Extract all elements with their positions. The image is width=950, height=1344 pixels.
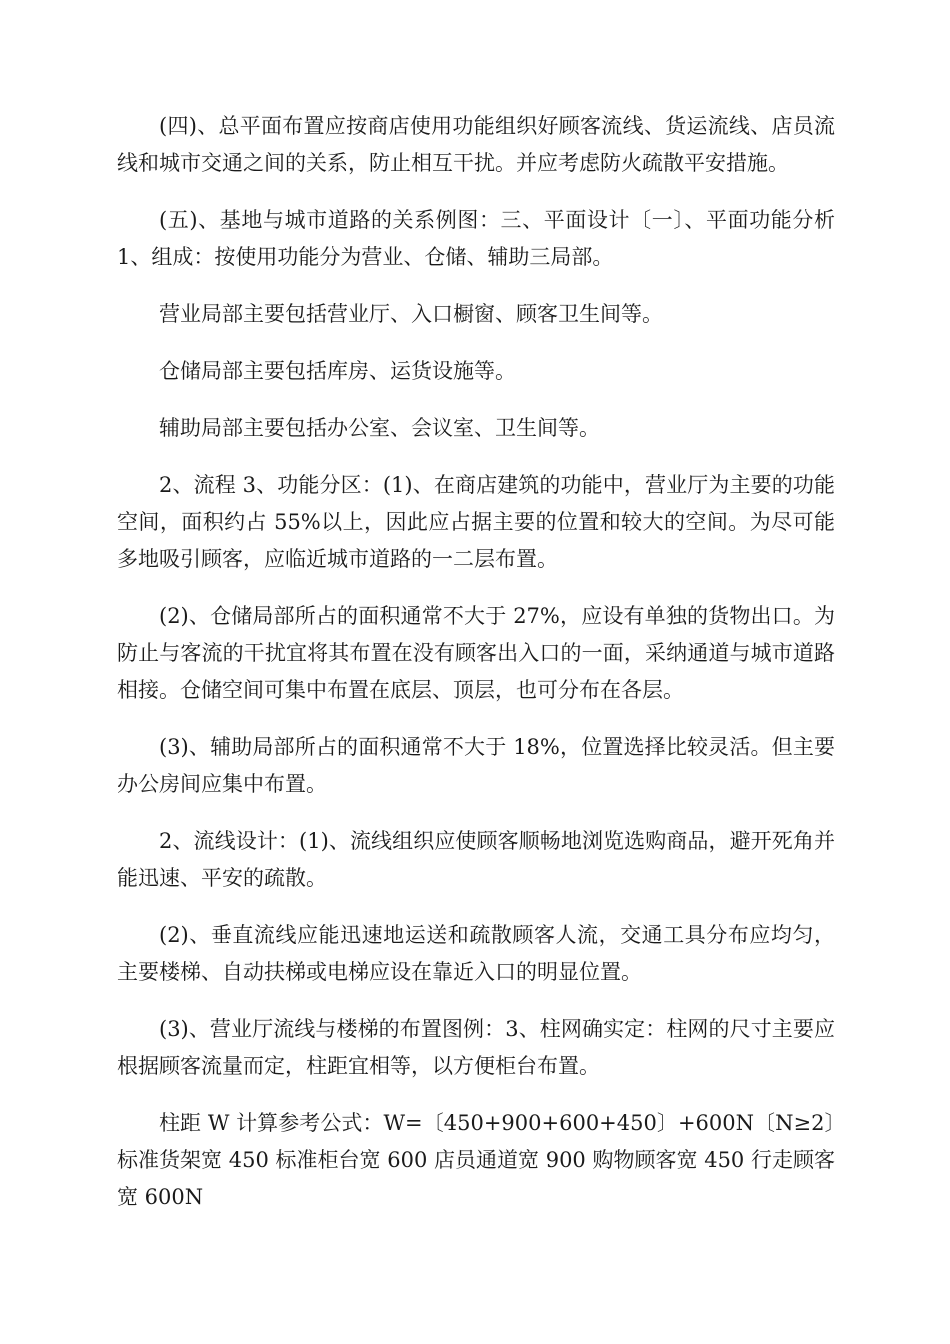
paragraph-business-area: 营业局部主要包括营业厅、入口橱窗、顾客卫生间等。 [159, 302, 663, 326]
paragraph-site-road-relation: (五)、基地与城市道路的关系例图：三、平面设计〔一〕、平面功能分析 1、组成：按使用功能分为营业、仓储、辅助三局部。 [117, 208, 835, 269]
paragraph-auxiliary-ratio: (3)、辅助局部所占的面积通常不大于 18%，位置选择比较灵活。但主要办公房间应集中布置。 [117, 735, 835, 796]
paragraph-site-layout: (四)、总平面布置应按商店使用功能组织好顾客流线、货运流线、店员流线和城市交通之间的关系，防止相互干扰。并应考虑防火疏散平安措施。 [117, 114, 835, 175]
paragraph-vertical-circulation: (2)、垂直流线应能迅速地运送和疏散顾客人流，交通工具分布应均匀，主要楼梯、自动扶梯或电梯应设在靠近入口的明显位置。 [117, 923, 835, 984]
paragraph-storage-area: 仓储局部主要包括库房、运货设施等。 [159, 359, 516, 383]
paragraph-functional-zoning: 2、流程 3、功能分区：(1)、在商店建筑的功能中，营业厅为主要的功能空间，面积约占 55%以上，因此应占据主要的位置和较大的空间。为尽可能多地吸引顾客，应临近城市道路的一二层布置。 [117, 473, 835, 571]
paragraph-column-formula: 柱距 W 计算参考公式：W=〔450+900+600+450〕+600N〔N≥2〕标准货架宽 450 标准柜台宽 600 店员通道宽 900 购物顾客宽 450 行走顾客宽 600N [117, 1111, 835, 1209]
document-body [117, 108, 835, 1236]
paragraph-circulation-design: 2、流线设计：(1)、流线组织应使顾客顺畅地浏览选购商品，避开死角并能迅速、平安的疏散。 [117, 829, 835, 890]
paragraph-auxiliary-area: 辅助局部主要包括办公室、会议室、卫生间等。 [159, 416, 600, 440]
paragraph-column-grid: (3)、营业厅流线与楼梯的布置图例：3、柱网确实定：柱网的尺寸主要应根据顾客流量而定，柱距宜相等，以方便柜台布置。 [117, 1017, 835, 1078]
paragraph-storage-ratio: (2)、仓储局部所占的面积通常不大于 27%，应设有单独的货物出口。为防止与客流的干扰宜将其布置在没有顾客出入口的一面，采纳通道与城市道路相接。仓储空间可集中布置在底层、顶层，也可分布在各层。 [117, 604, 835, 702]
